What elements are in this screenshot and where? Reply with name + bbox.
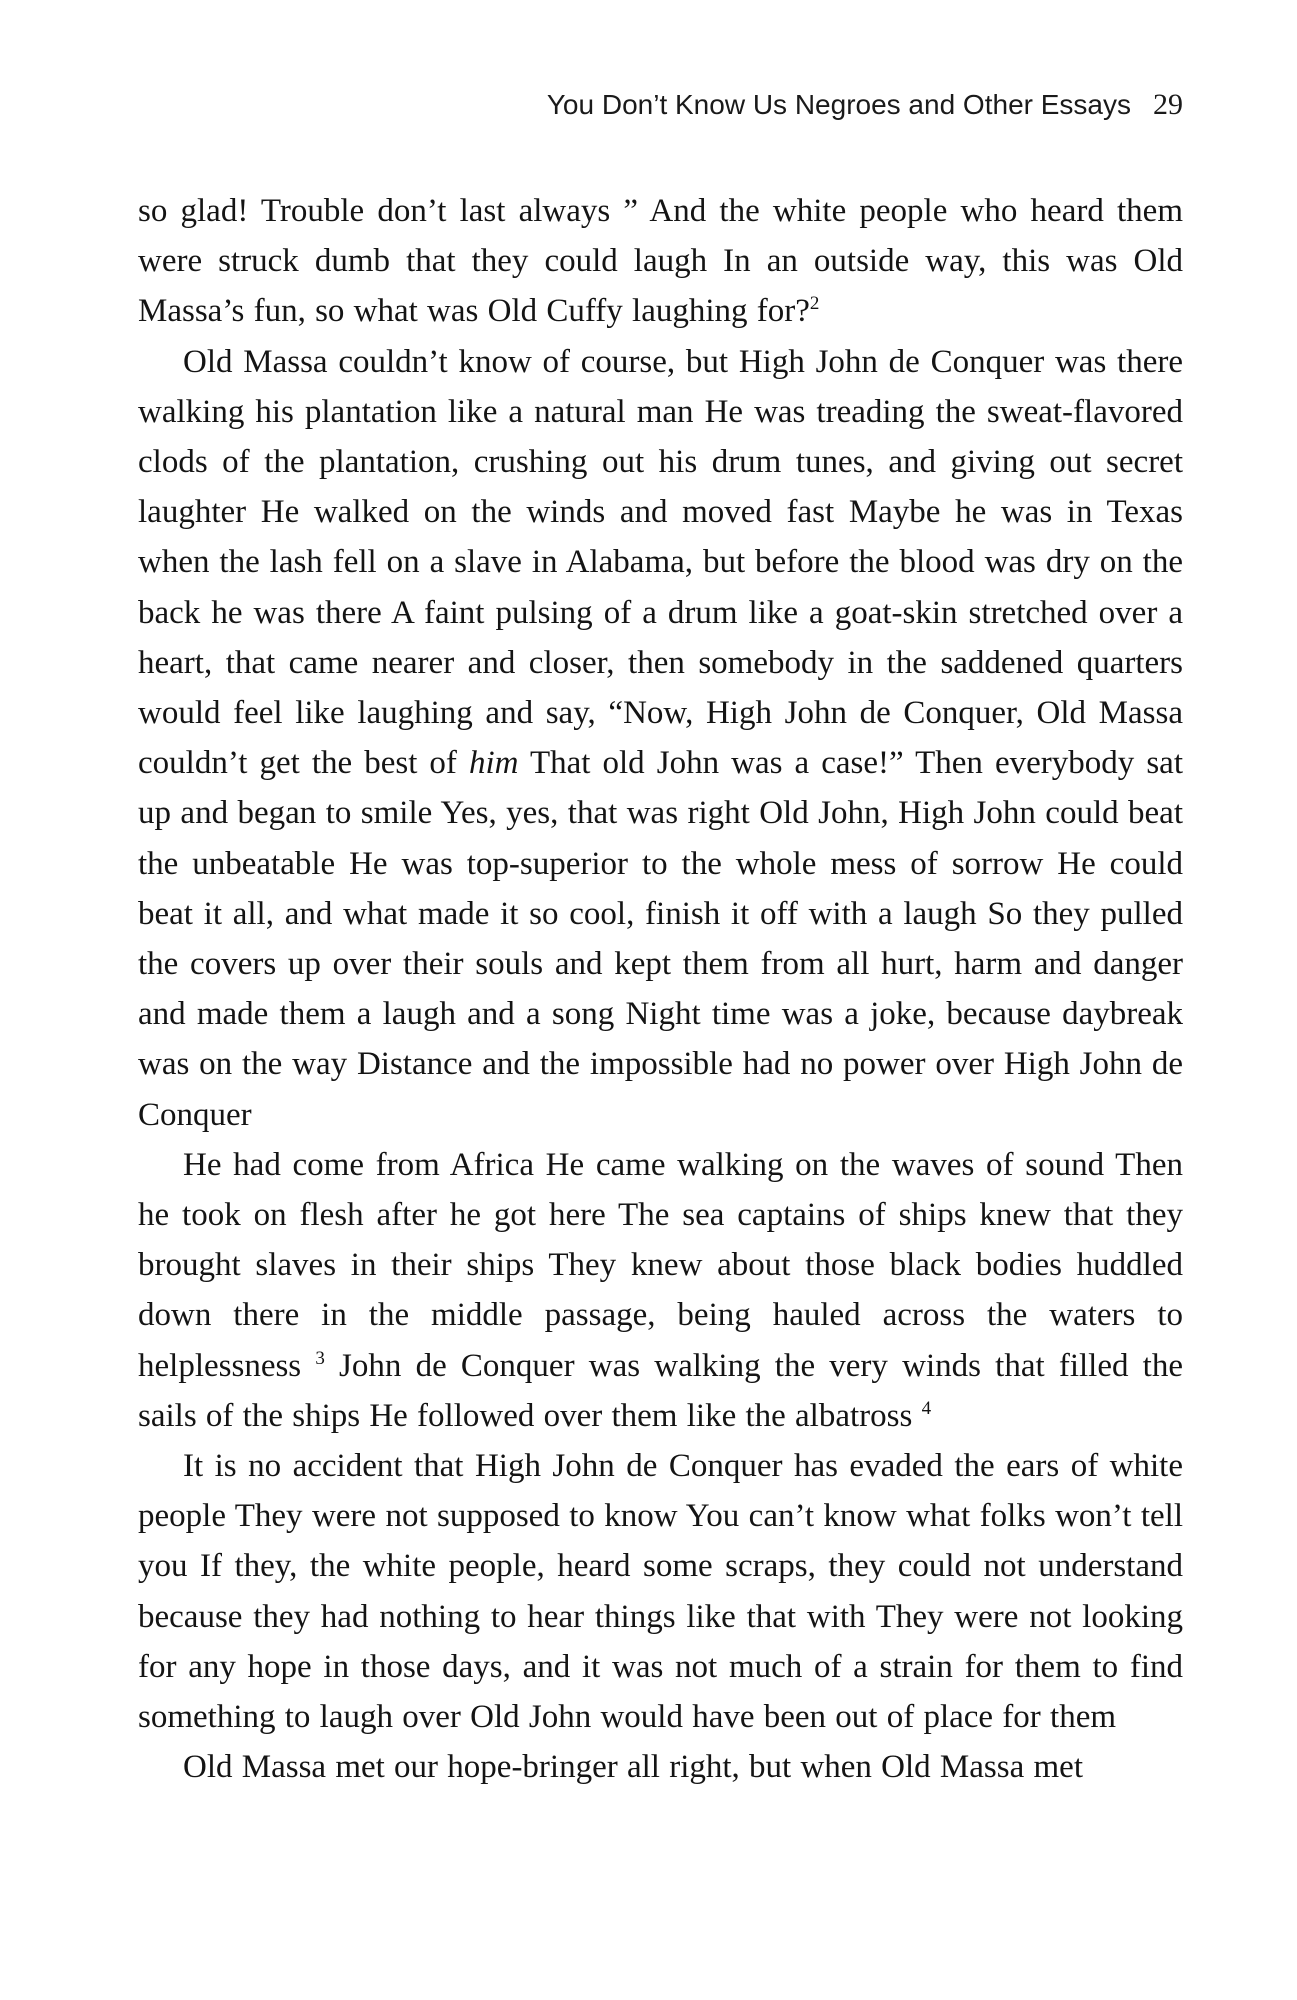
paragraph <box>138 337 1183 1140</box>
page-number: 29 <box>1153 88 1183 121</box>
body-text <box>138 186 1183 1793</box>
emphasis-run: him <box>468 745 519 782</box>
text-run: so glad! Trouble don’t last always ” And the white people who heard them were struck dumb that they could laugh In an outside way, this was Old Massa’s fun, so what was Old Cuffy laughing for? <box>138 193 1183 330</box>
text-run: John de Conquer was walking the very winds that filled the sails of the ships He followed over them like the albatross <box>138 1347 1183 1434</box>
text-run: It is no accident that High John de Conquer has evaded the ears of white people They were not supposed to know You can’t know what folks won’t tell you If they, the white people, heard some scraps, they could not understand because they had nothing to hear things like that with They were not looking for any hope in those days, and it was not much of a strain for them to find something to laugh over Old John would have been out of place for them <box>138 1448 1183 1736</box>
paragraph <box>138 1140 1183 1441</box>
footnote-marker: 4 <box>921 1397 932 1419</box>
running-head <box>138 88 1183 122</box>
text-run: He had come from Africa He came walking on the waves of sound Then he took on flesh after he got here The sea captains of ships knew that they brought slaves in their ships They knew about those black bodies huddled down there in the middle passage, being hauled across the waters to helplessness <box>138 1146 1183 1384</box>
paragraph <box>138 1742 1183 1792</box>
footnote-marker: 3 <box>315 1347 325 1369</box>
text-run: Old Massa couldn’t know of course, but High John de Conquer was there walking his plantation like a natural man He was treading the sweat-flavored clods of the plantation, crushing out his drum tunes, and giving out secret laughter He walked on the winds and moved fast Maybe he was in Texas when the lash fell on a slave in Alabama, but before the blood was dry on the back he was there A faint pulsing of a drum like a goat-skin stretched over a heart, that came nearer and closer, then somebody in the saddened quarters would feel like laughing and say, “Now, High John de Conquer, Old Massa couldn’t get the best of <box>138 343 1183 782</box>
running-title: You Don’t Know Us Negroes and Other Essays <box>546 89 1131 120</box>
footnote-marker: 2 <box>809 293 820 315</box>
paragraph <box>138 1441 1183 1742</box>
paragraph-continued <box>138 186 1183 337</box>
text-run: That old John was a case!” Then everybody sat up and began to smile Yes, yes, that was right Old John, High John could beat the unbeatable He was top-superior to the whole mess of sorrow He could beat it all, and what made it so cool, finish it off with a laugh So they pulled the covers up over their souls and kept them from all hurt, harm and danger and made them a laugh and a song Night time was a joke, because daybreak was on the way Distance and the impossible had no power over High John de Conquer <box>138 745 1183 1133</box>
text-run: Old Massa met our hope-bringer all right, but when Old Massa met <box>183 1749 1083 1786</box>
